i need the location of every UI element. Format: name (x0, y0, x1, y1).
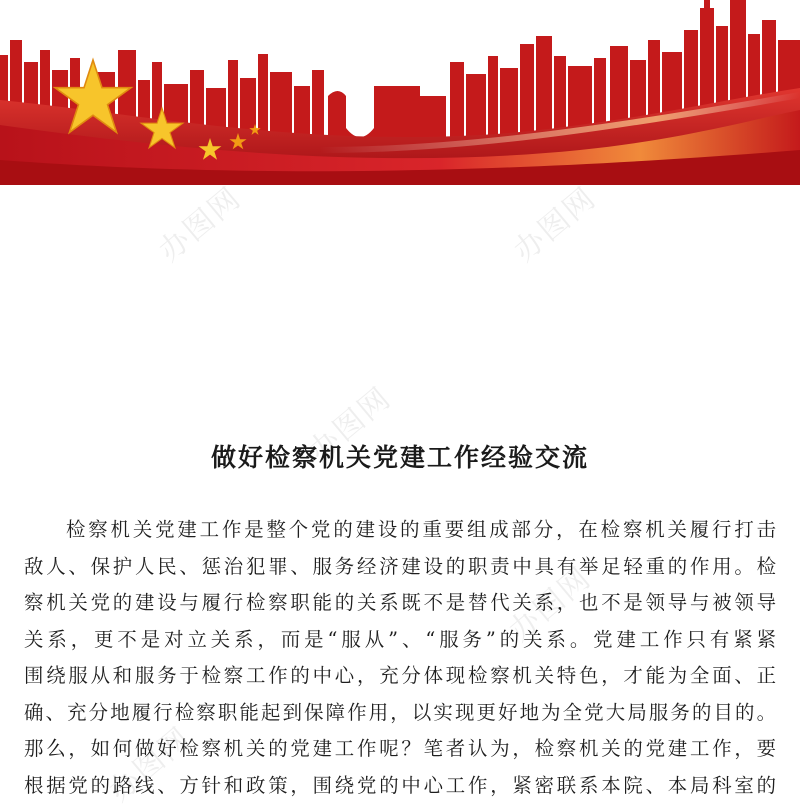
watermark: 办图网 (507, 180, 604, 269)
document-title: 做好检察机关党建工作经验交流 (210, 443, 589, 472)
paragraph-line: 确、充分地履行检察职能起到保障作用，以实现更好地为全党大局服务的目的。 (24, 700, 776, 724)
paragraph-line: 围绕服从和服务于检察工作的中心，充分体现检察机关特色，才能为全面、正 (24, 664, 776, 687)
paragraph-line: 敌人、保护人民、惩治犯罪、服务经济建设的职责中具有举足轻重的作用。检 (24, 554, 776, 578)
paragraph-line: 关系，更不是对立关系，而是“服从”、“服务”的关系。党建工作只有紧紧 (24, 627, 776, 651)
paragraph-line: 检察机关党建工作是整个党的建设的重要组成部分，在检察机关履行打击 (66, 518, 776, 541)
banner-graphic (0, 0, 800, 185)
paragraph-line: 那么，如何做好检察机关的党建工作呢？笔者认为，检察机关的党建工作，要 (24, 737, 776, 760)
watermark: 办图网 (302, 380, 399, 469)
watermark: 办图网 (152, 180, 249, 269)
paragraph-line: 根据党的路线、方针和政策，围绕党的中心工作，紧密联系本院、本局科室的 (24, 773, 776, 797)
paragraph-line: 察机关党的建设与履行检察职能的关系既不是替代关系，也不是领导与被领导 (24, 591, 776, 614)
watermark: 办图网 (102, 720, 199, 809)
document-body (24, 512, 776, 804)
header-banner (0, 0, 800, 185)
watermark: 办图网 (502, 560, 599, 649)
